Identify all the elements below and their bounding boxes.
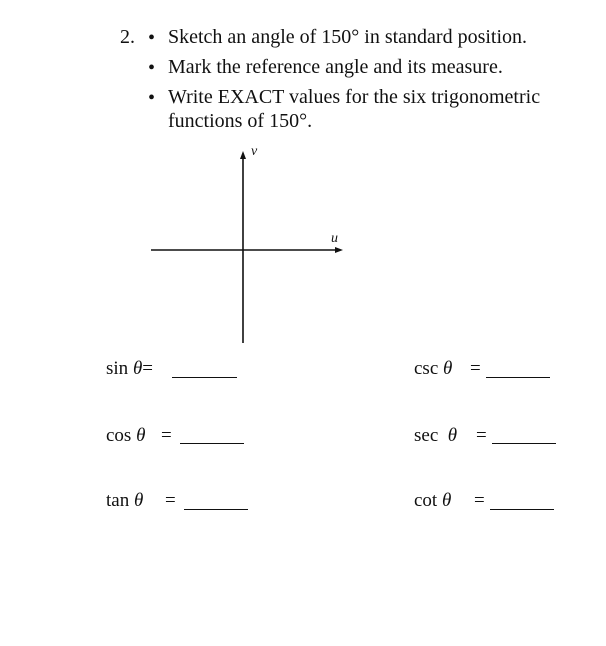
instruction-continuation: functions of 150°. <box>168 110 313 132</box>
cot-name: cot <box>414 490 438 511</box>
problem-number: 2. <box>120 26 135 48</box>
instruction-exact-values: Write EXACT values for the six trigonometric <box>168 86 541 108</box>
sec-equals: = <box>476 425 487 446</box>
bullet-2-icon: • <box>148 57 156 79</box>
vertical-axis-arrow-icon <box>240 151 246 159</box>
tan-theta: θ <box>133 490 144 511</box>
cot-theta: θ <box>441 490 452 511</box>
instruction-sketch: Sketch an angle of 150° in standard position. <box>168 26 528 48</box>
cos-theta: θ <box>136 425 146 446</box>
csc-equals: = <box>470 358 481 379</box>
instruction-reference-angle: Mark the reference angle and its measure. <box>168 56 503 78</box>
cos-answer-blank[interactable] <box>180 443 244 444</box>
sec-name: sec <box>414 425 439 446</box>
sin-label <box>106 358 153 380</box>
csc-theta: θ <box>443 358 453 379</box>
cot-label <box>414 490 451 512</box>
sin-equals: = <box>142 358 153 379</box>
sin-theta: θ <box>132 358 143 379</box>
sin-name: sin <box>106 358 129 379</box>
horizontal-axis-label: u <box>331 231 338 246</box>
tan-answer-blank[interactable] <box>184 509 248 510</box>
csc-label <box>414 358 452 380</box>
csc-answer-blank[interactable] <box>486 377 550 378</box>
tan-label <box>106 490 143 512</box>
tan-equals: = <box>165 490 176 511</box>
bullet-3-icon: • <box>148 87 156 109</box>
sin-answer-blank[interactable] <box>172 377 237 378</box>
tan-name: tan <box>106 490 130 511</box>
cot-equals: = <box>474 490 485 511</box>
bullet-1-icon: • <box>148 27 156 49</box>
sec-answer-blank[interactable] <box>492 443 556 444</box>
cos-label <box>106 425 145 447</box>
cos-name: cos <box>106 425 132 446</box>
csc-name: csc <box>414 358 439 379</box>
vertical-axis-label: v <box>251 144 258 159</box>
cos-equals: = <box>161 425 172 446</box>
sec-theta: θ <box>447 425 458 446</box>
horizontal-axis-arrow-icon <box>335 247 343 253</box>
sec-label <box>414 425 457 447</box>
cot-answer-blank[interactable] <box>490 509 554 510</box>
